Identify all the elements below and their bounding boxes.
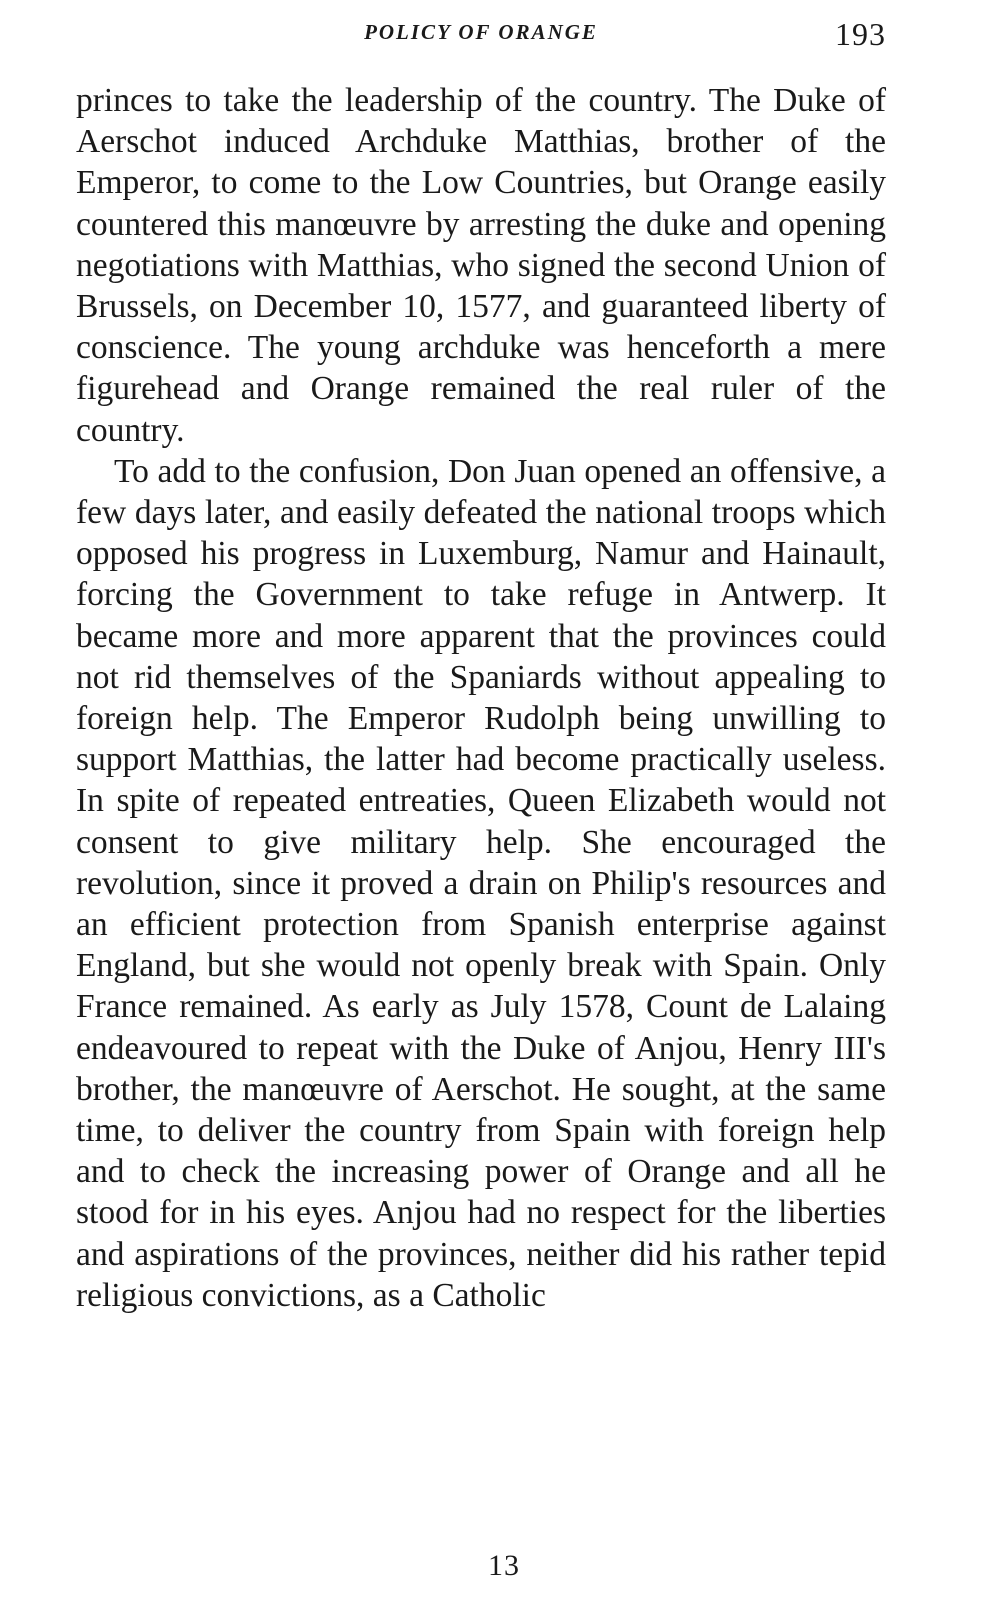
running-title: POLICY OF ORANGE <box>364 20 598 44</box>
paragraph: To add to the confusion, Don Juan opened an offensive, a few days later, and easily defeated the national troops which opposed his progress in Luxemburg, Namur and Hainault, forcing the Government to take refuge in Antwerp. It became more and more apparent that the provinces could not rid themselves of the Spaniards without appealing to foreign help. The Emperor Rudolph being unwilling to support Matthias, the latter had become practically useless. In spite of repeated entreaties, Queen Elizabeth would not consent to give military help. She encouraged the revolution, since it proved a drain on Philip's resources and an efficient protection from Spanish enterprise against England, but she would not openly break with Spain. Only France remained. As early as July 1578, Count de Lalaing endeavoured to repeat with the Duke of Anjou, Henry III's brother, the manœuvre of Aerschot. He sought, at the same time, to deliver the country from Spain with foreign help and to check the increasing power of Orange and all he stood for in his eyes. Anjou had no respect for the liberties and aspirations of the provinces, neither did his rather tepid religious convictions, as a Catholic <box>76 452 886 1314</box>
paragraph-continuation: princes to take the leadership of the country. The Duke of Aerschot induced Archduke Matthias, brother of the Emperor, to come to the Low Countries, but Orange easily countered this manœuvre by arresting the duke and opening negotiations with Matthias, who signed the second Union of Brussels, on December 10, 1577, and guaranteed liberty of conscience. The young archduke was henceforth a mere figurehead and Orange remained the real ruler of the country. <box>76 82 886 449</box>
body-text <box>76 80 886 1316</box>
page-header <box>76 14 886 54</box>
signature-mark: 13 <box>488 1549 520 1582</box>
page-number: 193 <box>835 16 886 52</box>
